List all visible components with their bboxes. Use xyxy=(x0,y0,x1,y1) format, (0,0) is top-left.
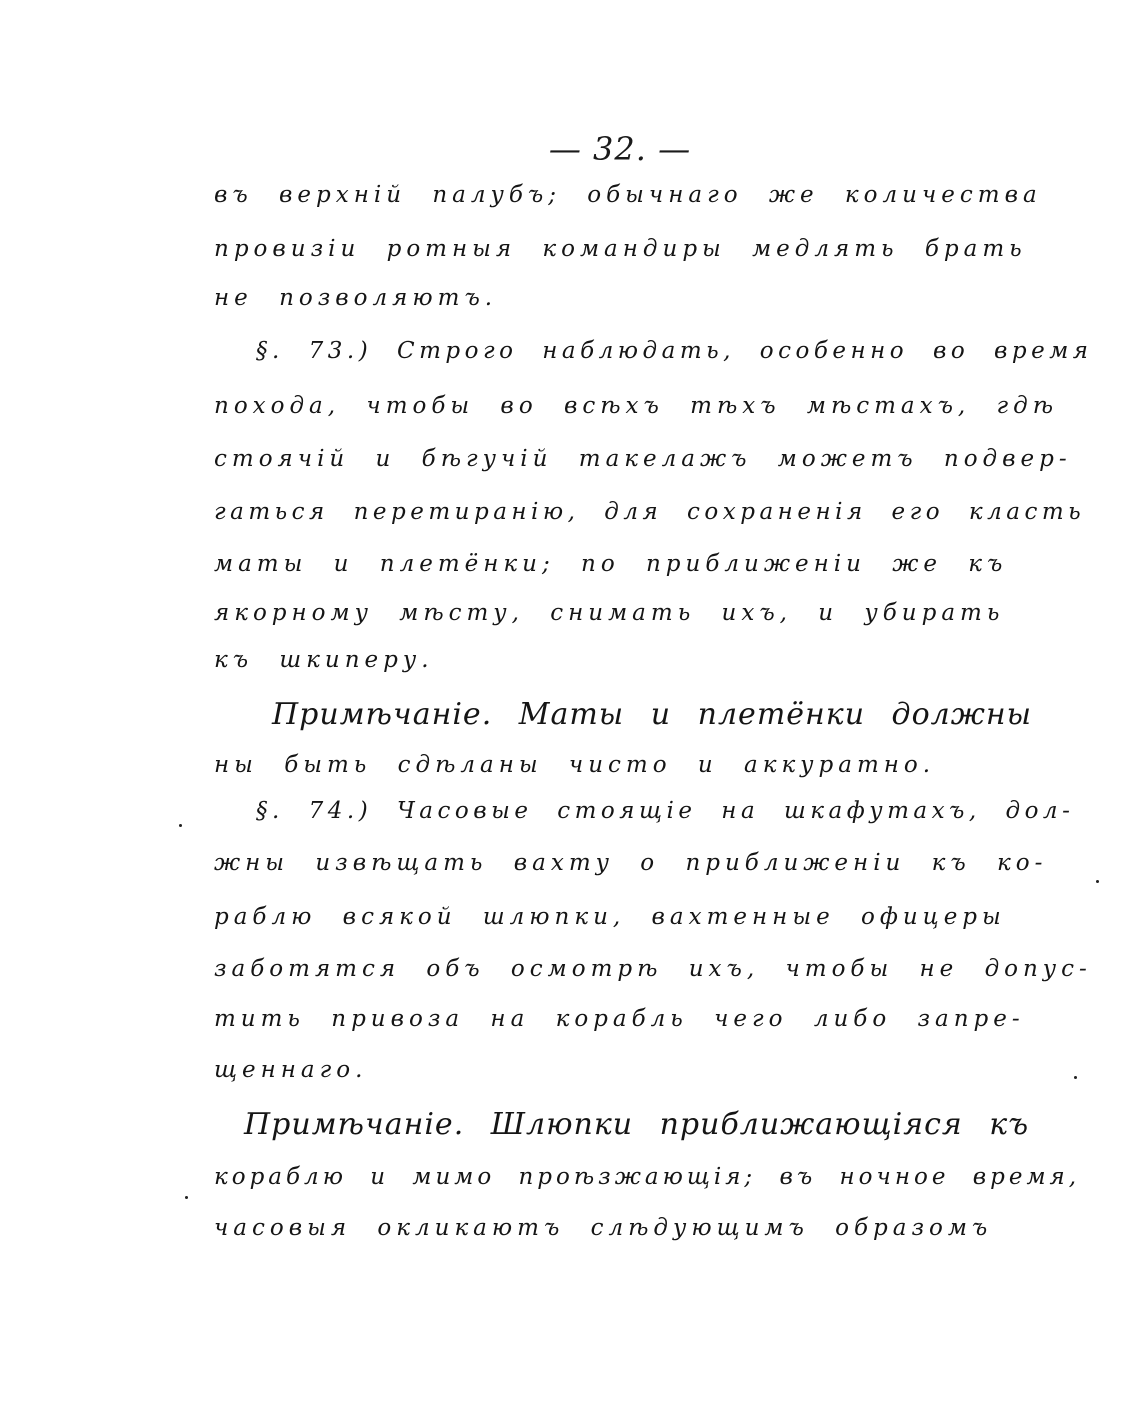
section-73-line: §. 73.) Строго наблюдать, особенно во время xyxy=(256,338,1093,364)
text-line: маты и плетёнки; по приближеніи же къ xyxy=(214,551,1008,577)
page-number: — 32. — xyxy=(548,130,692,168)
text-line: щеннаго. xyxy=(214,1057,368,1083)
text-line: якорному мѣсту, снимать ихъ, и убирать xyxy=(214,600,1005,626)
note-line: Примѣчаніе. Шлюпки приближающіяся къ xyxy=(244,1107,1030,1142)
ink-speck xyxy=(1074,1076,1077,1079)
ink-speck xyxy=(179,824,182,827)
text-line: въ верхній палубъ; обычнаго же количества xyxy=(214,182,1042,208)
text-line: раблю всякой шлюпки, вахтенные офицеры xyxy=(214,904,1006,930)
text-line: не позволяютъ. xyxy=(214,285,498,311)
text-line: заботятся объ осмотрѣ ихъ, чтобы не допус- xyxy=(214,956,1092,982)
text-line: жны извѣщать вахту о приближеніи къ ко- xyxy=(214,850,1048,876)
ink-speck xyxy=(185,1196,188,1199)
note-line: Примѣчаніе. Маты и плетёнки должны xyxy=(272,697,1033,732)
text-line: похода, чтобы во всѣхъ тѣхъ мѣстахъ, гдѣ xyxy=(214,393,1059,419)
text-line: провизіи ротныя командиры медлять брать xyxy=(214,236,1027,262)
text-line: тить привоза на корабль чего либо запре- xyxy=(214,1006,1025,1032)
text-line: ны быть сдѣланы чисто и аккуратно. xyxy=(214,752,936,778)
section-74-line: §. 74.) Часовые стоящіе на шкафутахъ, дол- xyxy=(256,798,1075,824)
text-line: часовыя окликаютъ слѣдующимъ образомъ xyxy=(214,1215,993,1241)
text-line: стоячій и бѣгучій такелажъ можетъ подвер- xyxy=(214,446,1072,472)
text-line: къ шкиперу. xyxy=(214,647,434,673)
ink-speck xyxy=(1096,880,1099,883)
text-line: кораблю и мимо проѣзжающія; въ ночное время, xyxy=(214,1164,1081,1190)
text-line: гаться перетиранію, для сохраненія его класть xyxy=(214,499,1086,525)
